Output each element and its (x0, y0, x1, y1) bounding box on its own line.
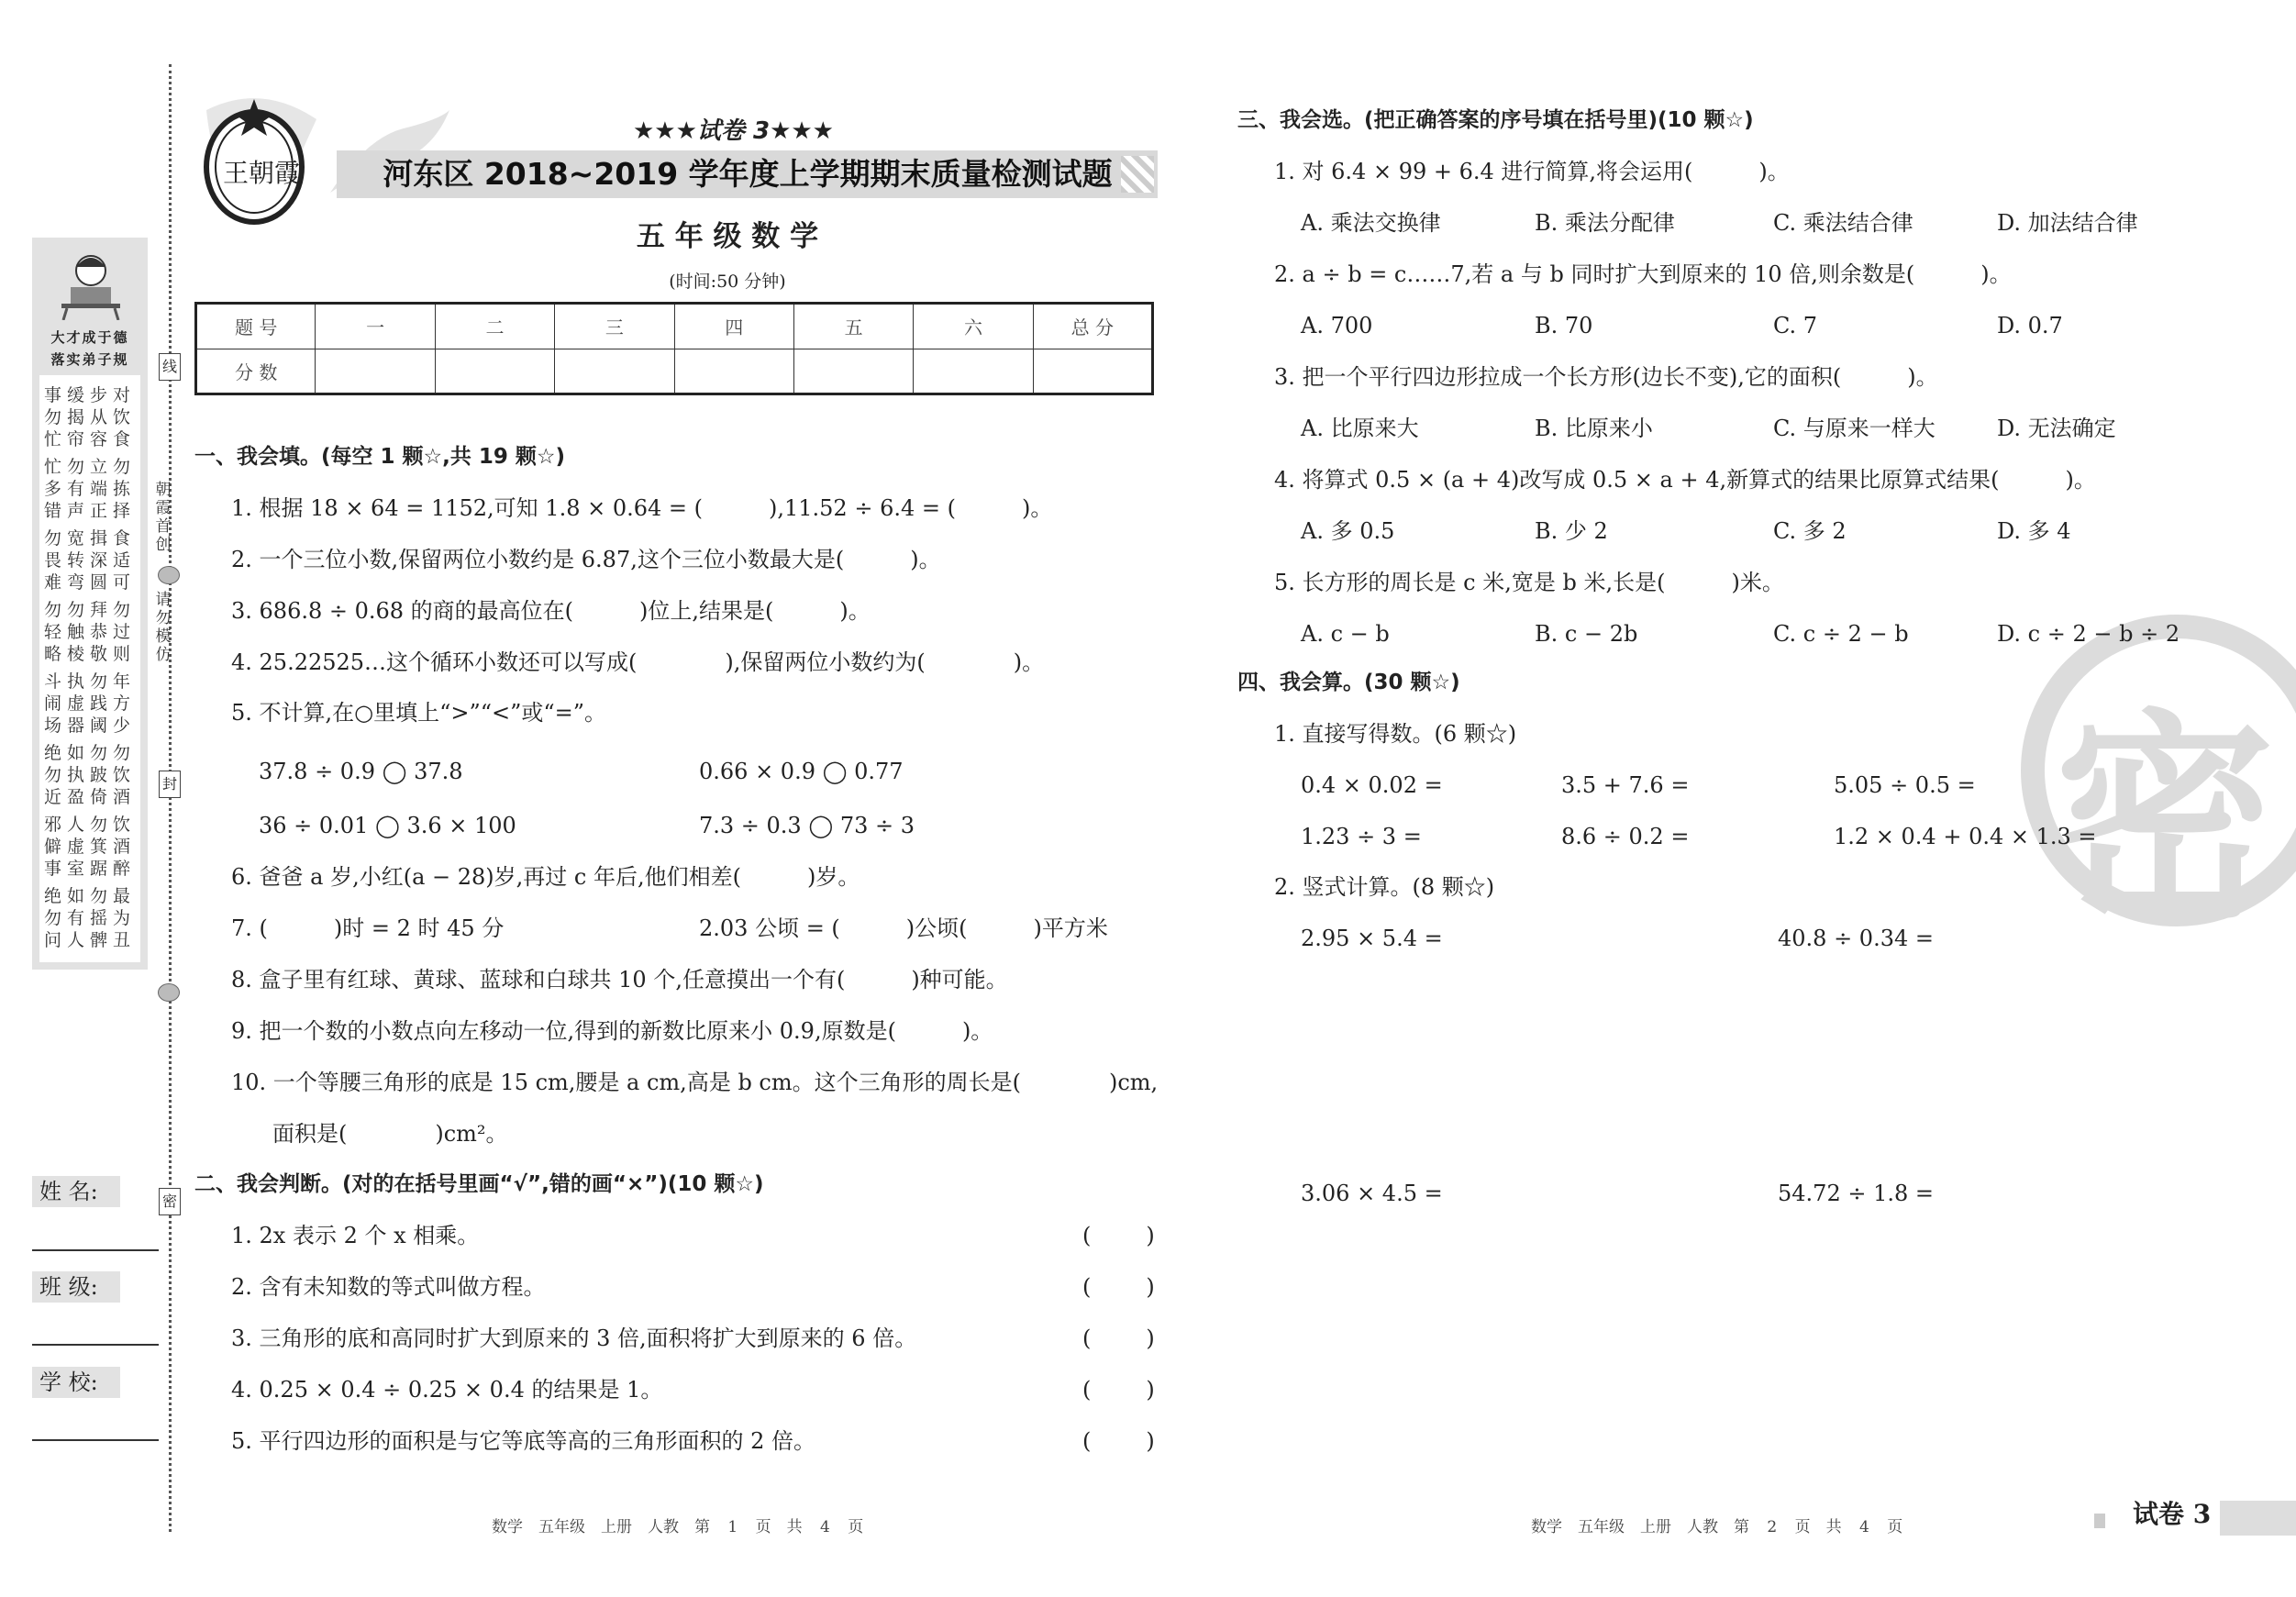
poem-line: 事缓步对 (43, 385, 136, 405)
score-cell[interactable] (555, 349, 674, 394)
fill-question: 8. 盒子里有红球、黄球、蓝球和白球共 10 个,任意摸出一个有( )种可能。 (231, 967, 1008, 993)
poem-line: 场器阈少 (43, 715, 136, 736)
mental-calc-item: 0.4 × 0.02 = (1301, 772, 1443, 798)
answer-parentheses[interactable]: ( ) (1082, 1274, 1159, 1300)
subsection-title: 2. 竖式计算。(8 颗☆) (1274, 874, 1495, 900)
choice-option: C. 多 2 (1773, 518, 1847, 544)
choice-question: 5. 长方形的周长是 c 米,宽是 b 米,长是( )米。 (1274, 570, 1784, 595)
vertical-calc-item: 40.8 ÷ 0.34 = (1778, 926, 1934, 951)
rules-poem (39, 375, 140, 962)
score-table (194, 302, 1154, 395)
vertical-note-no-copy: 请勿模仿 (155, 591, 172, 664)
score-cell[interactable] (435, 349, 554, 394)
poem-line: 绝如勿勿 (43, 743, 136, 763)
fill-question: 2.03 公顷 = ( )公顷( )平方米 (699, 915, 1108, 941)
score-header-cell: 总 分 (1033, 304, 1152, 349)
seal-mark-mi: 密 (159, 1188, 181, 1215)
svg-text:王朝霞: 王朝霞 (223, 158, 301, 188)
school-input-line[interactable] (32, 1439, 159, 1441)
judge-question: 4. 0.25 × 0.4 ÷ 0.25 × 0.4 的结果是 1。 (231, 1377, 663, 1403)
fill-question: 5. 不计算,在○里填上“>”“<”或“=”。 (231, 700, 607, 726)
answer-parentheses[interactable]: ( ) (1082, 1428, 1159, 1454)
poem-line: 轻触恭过 (43, 622, 136, 642)
poem-line: 邪人勿饮 (43, 815, 136, 835)
poem-line: 错声正择 (43, 501, 136, 521)
fill-question: 9. 把一个数的小数点向左移动一位,得到的新数比原来小 0.9,原数是( )。 (231, 1018, 993, 1044)
poem-line: 勿宽揖食 (43, 528, 136, 549)
footer-page-1: 数学 五年级 上册 人教 第 1 页 共 4 页 (492, 1518, 864, 1536)
watermark-char: 密 (2055, 691, 2276, 948)
choice-option: B. 70 (1535, 313, 1593, 338)
choice-question: 2. a ÷ b = c……7,若 a 与 b 同时扩大到原来的 10 倍,则余数是( )。 (1274, 261, 2012, 287)
smiley-icon (158, 566, 180, 584)
poem-line: 忙勿立勿 (43, 457, 136, 477)
judge-question: 3. 三角形的底和高同时扩大到原来的 3 倍,面积将扩大到原来的 6 倍。 (231, 1325, 917, 1351)
answer-parentheses[interactable]: ( ) (1082, 1377, 1159, 1403)
seal-mark-feng: 封 (159, 771, 181, 798)
choice-option: A. 多 0.5 (1301, 518, 1395, 544)
score-header-cell: 五 (793, 304, 913, 349)
choice-option: A. 比原来大 (1301, 416, 1419, 441)
score-header-cell: 四 (674, 304, 793, 349)
choice-option: A. c − b (1301, 621, 1390, 647)
section-3-heading: 三、我会选。(把正确答案的序号填在括号里)(10 颗☆) (1237, 108, 1754, 132)
paper-number: ★★★试卷 3★★★ (633, 117, 834, 145)
score-cell[interactable] (674, 349, 793, 394)
choice-option: B. c − 2b (1535, 621, 1638, 647)
section-1-heading: 一、我会填。(每空 1 颗☆,共 19 颗☆) (194, 445, 566, 469)
student-illustration (58, 247, 124, 320)
motto-line-2: 落实弟子规 (50, 351, 129, 368)
compare-expression: 0.66 × 0.9 ◯ 0.77 (699, 759, 904, 784)
fill-question: 10. 一个等腰三角形的底是 15 cm,腰是 a cm,高是 b cm。这个三角形的周长是( )cm, (231, 1070, 1159, 1095)
poem-line: 忙帘容食 (43, 429, 136, 449)
score-cell[interactable] (793, 349, 913, 394)
judge-question: 1. 2x 表示 2 个 x 相乘。 (231, 1223, 480, 1248)
publisher-logo (188, 92, 326, 229)
vertical-note-original: 朝霞首创 (155, 481, 172, 554)
score-cell: 分 数 (196, 349, 316, 394)
name-label: 姓 名: (32, 1176, 120, 1207)
mental-calc-item: 1.23 ÷ 3 = (1301, 824, 1422, 849)
exam-title: 河东区 2018~2019 学年度上学期期末质量检测试题 (383, 156, 1113, 192)
poem-line: 闹虚践方 (43, 693, 136, 714)
motto-line-1: 大才成于德 (50, 329, 129, 346)
vertical-calc-item: 2.95 × 5.4 = (1301, 926, 1443, 951)
badge-decoration (2094, 1514, 2105, 1528)
cut-line (169, 64, 172, 1532)
corner-paper-badge: 试卷 3 (2133, 1499, 2212, 1529)
choice-question: 1. 对 6.4 × 99 + 6.4 进行简算,将会运用( )。 (1274, 159, 1790, 184)
seal-mark-xian: 线 (159, 353, 181, 381)
mental-calc-item: 8.6 ÷ 0.2 = (1561, 824, 1690, 849)
poem-line: 多有端拣 (43, 479, 136, 499)
compare-expression: 7.3 ÷ 0.3 ◯ 73 ÷ 3 (699, 813, 915, 838)
fill-question: 面积是( )cm²。 (272, 1121, 508, 1147)
subsection-title: 1. 直接写得数。(6 颗☆) (1274, 721, 1517, 747)
judge-question: 5. 平行四边形的面积是与它等底等高的三角形面积的 2 倍。 (231, 1428, 816, 1454)
mental-calc-item: 3.5 + 7.6 = (1561, 772, 1690, 798)
poem-line: 勿执跛饮 (43, 765, 136, 785)
poem-line: 略棱敬则 (43, 644, 136, 664)
fill-question: 6. 爸爸 a 岁,小红(a − 28)岁,再过 c 年后,他们相差( )岁。 (231, 864, 860, 890)
class-input-line[interactable] (32, 1344, 159, 1346)
poem-line: 勿揭从饮 (43, 407, 136, 427)
mental-calc-item: 5.05 ÷ 0.5 = (1834, 772, 1976, 798)
fill-question: 4. 25.22525…这个循环小数还可以写成( ),保留两位小数约为( )。 (231, 649, 1045, 675)
class-label: 班 级: (32, 1271, 120, 1303)
poem-line: 僻虚箕酒 (43, 837, 136, 857)
poem-line: 绝如勿最 (43, 886, 136, 906)
score-header-cell: 一 (316, 304, 435, 349)
choice-option: D. 无法确定 (1997, 416, 2116, 441)
poem-line: 难弯圆可 (43, 572, 136, 593)
choice-option: B. 少 2 (1535, 518, 1608, 544)
poem-line: 问人髀丑 (43, 930, 136, 950)
choice-option: D. 加法结合律 (1997, 210, 2138, 236)
smiley-icon (158, 983, 180, 1002)
score-header-cell: 六 (914, 304, 1033, 349)
score-header-cell: 题 号 (196, 304, 316, 349)
compare-expression: 36 ÷ 0.01 ◯ 3.6 × 100 (259, 813, 516, 838)
answer-parentheses[interactable]: ( ) (1082, 1325, 1159, 1351)
compare-expression: 37.8 ÷ 0.9 ◯ 37.8 (259, 759, 463, 784)
fill-question: 1. 根据 18 × 64 = 1152,可知 1.8 × 0.64 = ( ),11.52 ÷ 6.4 = ( )。 (231, 495, 1053, 521)
choice-option: C. c ÷ 2 − b (1773, 621, 1909, 647)
score-cell[interactable] (914, 349, 1033, 394)
answer-parentheses[interactable]: ( ) (1082, 1223, 1159, 1248)
school-label: 学 校: (32, 1367, 120, 1398)
choice-option: C. 7 (1773, 313, 1818, 338)
fill-question: 2. 一个三位小数,保留两位小数约是 6.87,这个三位小数最大是( )。 (231, 547, 941, 572)
vertical-calc-item: 3.06 × 4.5 = (1301, 1181, 1443, 1206)
choice-option: B. 乘法分配律 (1535, 210, 1675, 236)
choice-option: A. 乘法交换律 (1301, 210, 1441, 236)
time-limit: (时间:50 分钟) (669, 272, 786, 292)
vertical-calc-item: 54.72 ÷ 1.8 = (1778, 1181, 1934, 1206)
poem-line: 近盈倚酒 (43, 787, 136, 807)
score-cell[interactable] (1033, 349, 1152, 394)
choice-option: D. 0.7 (1997, 313, 2063, 338)
choice-option: A. 700 (1301, 313, 1373, 338)
judge-question: 2. 含有未知数的等式叫做方程。 (231, 1274, 546, 1300)
footer-page-2: 数学 五年级 上册 人教 第 2 页 共 4 页 (1531, 1518, 1903, 1536)
poem-line: 勿有摇为 (43, 908, 136, 928)
fill-question: 7. ( )时 = 2 时 45 分 (231, 915, 505, 941)
choice-question: 4. 将算式 0.5 × (a + 4)改写成 0.5 × a + 4,新算式的结果比原算式结果( )。 (1274, 467, 2096, 493)
poem-line: 斗执勿年 (43, 671, 136, 692)
section-4-heading: 四、我会算。(30 颗☆) (1237, 671, 1460, 694)
poem-line: 畏转深适 (43, 550, 136, 571)
subject-title: 五 年 级 数 学 (636, 220, 819, 253)
name-input-line[interactable] (32, 1249, 159, 1251)
badge-decoration (2220, 1501, 2296, 1536)
choice-option: D. 多 4 (1997, 518, 2071, 544)
fill-question: 3. 686.8 ÷ 0.68 的商的最高位在( )位上,结果是( )。 (231, 598, 871, 624)
choice-option: D. c ÷ 2 − b ÷ 2 (1997, 621, 2180, 647)
choice-question: 3. 把一个平行四边形拉成一个长方形(边长不变),它的面积( )。 (1274, 364, 1938, 390)
mental-calc-item: 1.2 × 0.4 + 0.4 × 1.3 = (1834, 824, 2097, 849)
poem-line: 事室踞醉 (43, 859, 136, 879)
choice-option: B. 比原来小 (1535, 416, 1653, 441)
score-cell[interactable] (316, 349, 435, 394)
choice-option: C. 与原来一样大 (1773, 416, 1936, 441)
poem-line: 勿勿拜勿 (43, 600, 136, 620)
choice-option: C. 乘法结合律 (1773, 210, 1913, 236)
score-header-cell: 二 (435, 304, 554, 349)
score-header-cell: 三 (555, 304, 674, 349)
sidebar-panel (32, 238, 148, 970)
section-2-heading: 二、我会判断。(对的在括号里画“√”,错的画“×”)(10 颗☆) (194, 1172, 764, 1196)
